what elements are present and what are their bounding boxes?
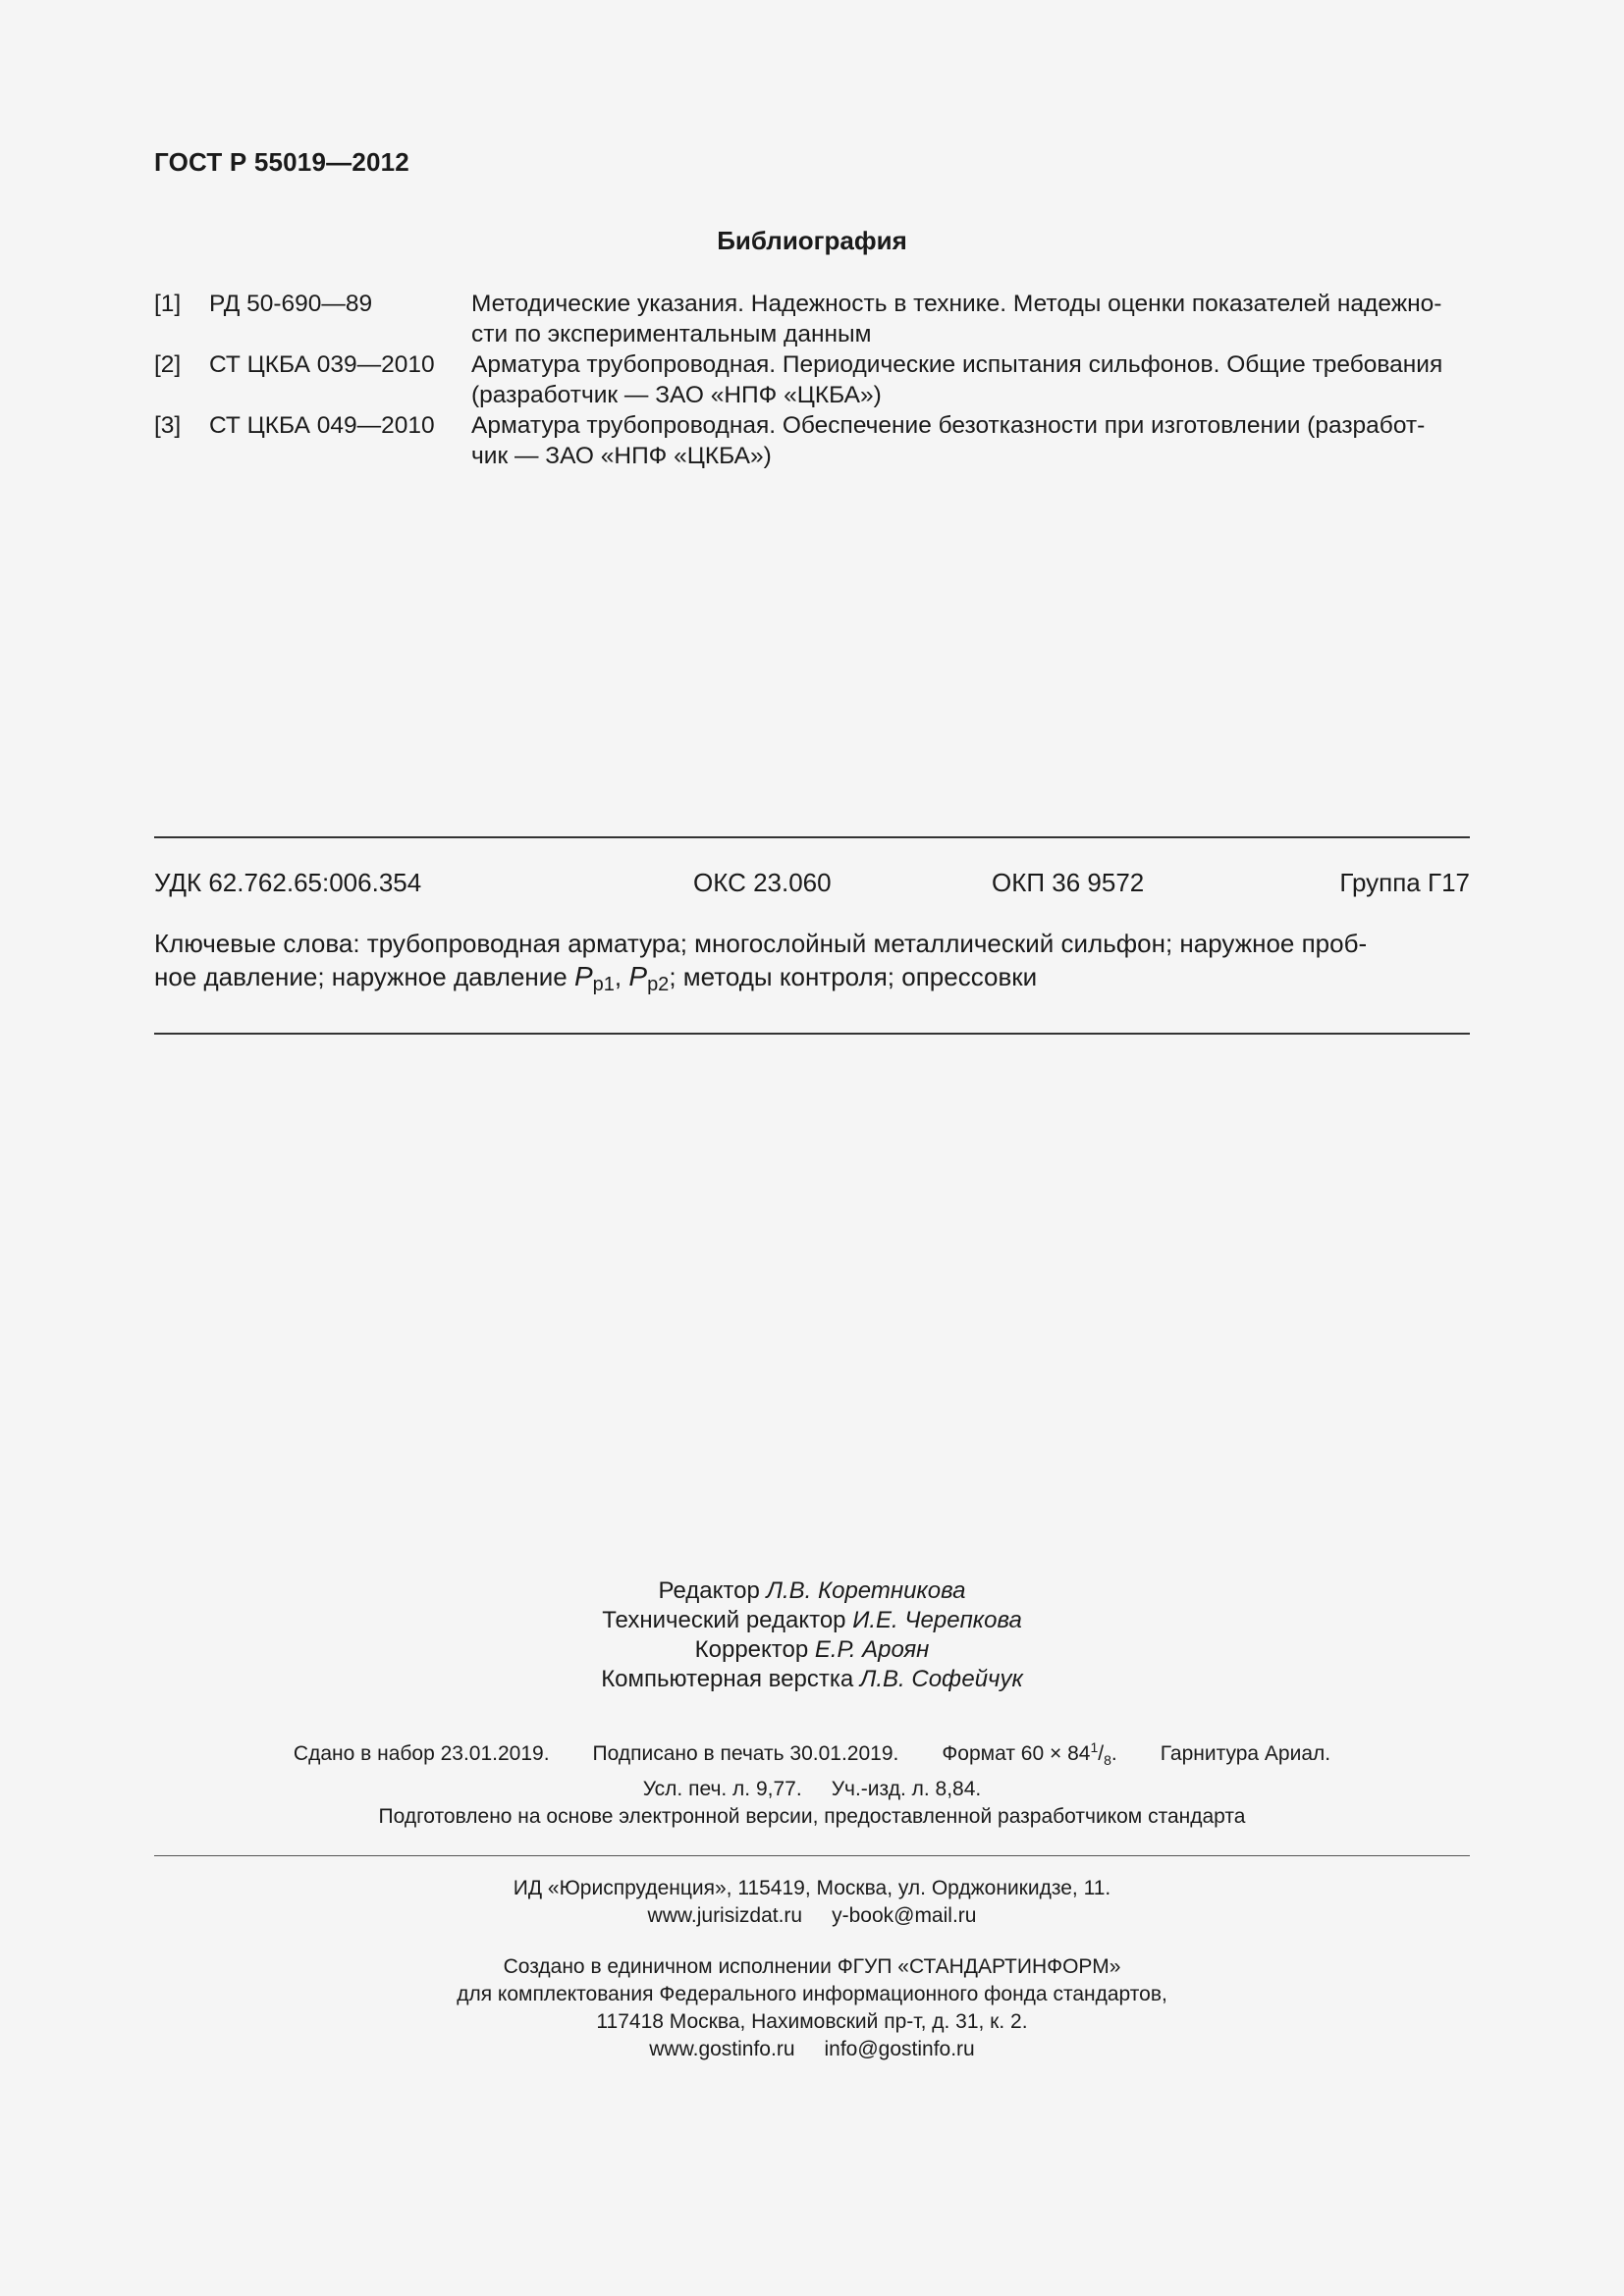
pressure-subscript: р2 (647, 974, 670, 995)
creator-line: Создано в единичном исполнении ФГУП «СТАНДАРТИНФОРМ» (503, 1955, 1121, 1978)
entry-number: [2] (154, 351, 182, 378)
keywords-prefix: ное давление; наружное давление (154, 962, 574, 991)
prepared-note: Подготовлено на основе электронной версии, предоставленной разработчиком стандарта (378, 1805, 1246, 1828)
keywords-line (154, 960, 1470, 1001)
pressure-subscript: р1 (592, 974, 615, 995)
format-sub: 8 (1104, 1752, 1111, 1769)
print-sheets: Усл. печ. л. 9,77. (642, 1778, 802, 1801)
entry-code: СТ ЦКБА 049—2010 (209, 412, 435, 439)
signed-date: Подписано в печать 30.01.2019. (592, 1742, 899, 1765)
format-slash: / (1098, 1742, 1105, 1765)
publisher-address: ИД «Юриспруденция», 115419, Москва, ул. Орджоникидзе, 11. (513, 1877, 1111, 1899)
publication-sheets: Уч.-изд. л. 8,84. (831, 1778, 982, 1801)
creator-block (0, 1953, 1624, 2063)
format-sup: 1 (1090, 1739, 1099, 1755)
keywords-separator: , (614, 962, 629, 991)
credit-line (0, 1576, 1624, 1606)
print-info (0, 1734, 1624, 1803)
udk-code: УДК 62.762.65:006.354 (154, 868, 422, 897)
credits-block (0, 1576, 1624, 1694)
oks-code: ОКС 23.060 (693, 868, 832, 897)
classification-row (154, 868, 1470, 903)
publisher-block (0, 1875, 1624, 1930)
divider-top (154, 836, 1470, 838)
standard-number: ГОСТ Р 55019—2012 (154, 147, 409, 177)
publisher-site: www.jurisizdat.ru (647, 1904, 803, 1927)
format-end: . (1110, 1742, 1117, 1765)
bibliography-list (154, 289, 1470, 471)
typeface: Гарнитура Ариал. (1160, 1742, 1331, 1765)
entry-text-line: Методические указания. Надежность в технике. Методы оценки показателей надежно- (471, 291, 1442, 317)
bibliography-entry (154, 349, 1470, 410)
group-code: Группа Г17 (1339, 868, 1470, 897)
credit-name: Л.В. Коретникова (766, 1577, 966, 1604)
credit-name: Л.В. Софейчук (859, 1666, 1023, 1692)
entry-text-line: Арматура трубопроводная. Периодические испытания сильфонов. Общие требования (471, 351, 1443, 378)
pressure-symbol: P (628, 961, 648, 991)
divider-bottom (154, 1033, 1470, 1035)
format-text: Формат 60 × 84 (942, 1742, 1091, 1765)
bibliography-entry (154, 289, 1470, 349)
credit-role: Корректор (694, 1636, 815, 1663)
bibliography-title: Библиография (717, 226, 907, 255)
entry-text (471, 349, 1470, 410)
bibliography-entry (154, 410, 1470, 471)
divider-imprint (154, 1855, 1470, 1856)
print-info-line (0, 1775, 1624, 1803)
creator-contacts (0, 2036, 1624, 2063)
entry-number: [3] (154, 412, 182, 439)
okp-code: ОКП 36 9572 (992, 868, 1145, 897)
keywords (154, 927, 1470, 1001)
creator-line: для комплектования Федерального информационного фонда стандартов, (457, 1983, 1167, 2005)
keywords-suffix: ; методы контроля; опрессовки (669, 962, 1038, 991)
publisher-email: y-book@mail.ru (832, 1904, 977, 1927)
entry-text (471, 410, 1470, 471)
creator-line: 117418 Москва, Нахимовский пр-т, д. 31, к. 2. (596, 2010, 1028, 2033)
credit-role: Редактор (658, 1577, 767, 1604)
credit-line (0, 1665, 1624, 1694)
credit-line (0, 1606, 1624, 1635)
entry-code: РД 50-690—89 (209, 291, 373, 317)
entry-text-line: (разработчик — ЗАО «НПФ «ЦКБА») (471, 382, 882, 408)
entry-text-line: Арматура трубопроводная. Обеспечение безотказности при изготовлении (разработ- (471, 412, 1426, 439)
credit-role: Компьютерная верстка (601, 1666, 860, 1692)
credit-line (0, 1635, 1624, 1665)
entry-number: [1] (154, 291, 182, 317)
entry-text-line: чик — ЗАО «НПФ «ЦКБА») (471, 443, 772, 469)
creator-site: www.gostinfo.ru (649, 2038, 795, 2060)
creator-email: info@gostinfo.ru (824, 2038, 975, 2060)
keywords-line: Ключевые слова: трубопроводная арматура; многослойный металлический сильфон; наружное проб- (154, 929, 1368, 958)
paper-format (942, 1739, 1117, 1769)
publisher-contacts (0, 1902, 1624, 1930)
pressure-symbol: P (573, 961, 593, 991)
credit-name: И.Е. Черепкова (852, 1607, 1022, 1633)
submitted-date: Сдано в набор 23.01.2019. (293, 1742, 550, 1765)
credit-role: Технический редактор (602, 1607, 853, 1633)
entry-text-line: сти по экспериментальным данным (471, 321, 872, 347)
credit-name: Е.Р. Ароян (814, 1636, 930, 1663)
entry-text (471, 289, 1470, 349)
entry-code: СТ ЦКБА 039—2010 (209, 351, 435, 378)
print-info-line (0, 1734, 1624, 1775)
